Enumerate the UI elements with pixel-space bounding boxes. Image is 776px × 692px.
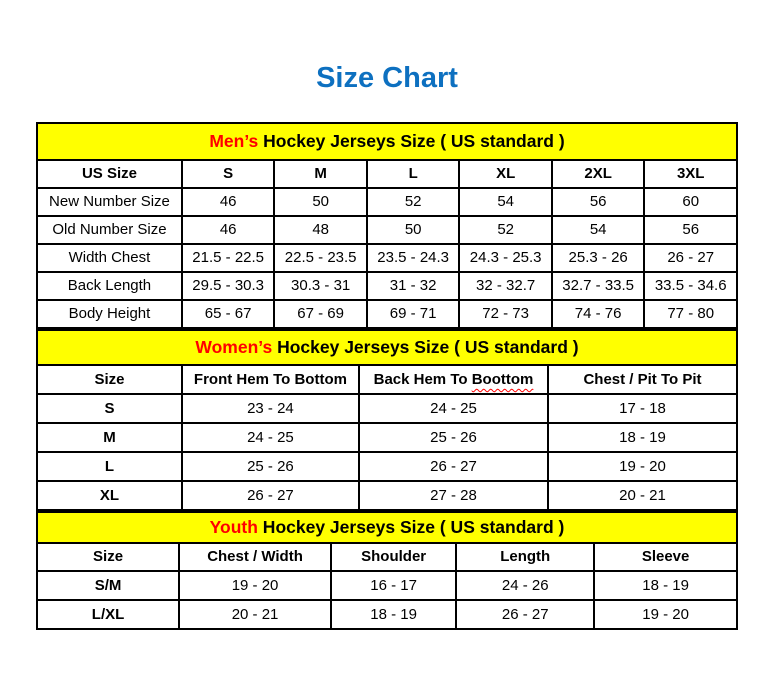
mens-value-cell: 56: [644, 216, 737, 244]
mens-value-cell: 33.5 - 34.6: [644, 272, 737, 300]
mens-column-header: M: [274, 160, 367, 188]
mens-value-cell: 67 - 69: [274, 300, 367, 328]
mens-value-cell: 65 - 67: [182, 300, 275, 328]
mens-data-row: [37, 300, 737, 328]
youth-header-row: [37, 543, 737, 571]
mens-column-header: XL: [459, 160, 552, 188]
mens-value-cell: 31 - 32: [367, 272, 460, 300]
womens-row-label: S: [37, 394, 182, 423]
womens-value-cell: 20 - 21: [548, 481, 737, 510]
mens-data-row: [37, 244, 737, 272]
womens-band-highlight: Women’s: [195, 337, 273, 358]
mens-value-cell: 24.3 - 25.3: [459, 244, 552, 272]
womens-value-cell: 24 - 25: [359, 394, 548, 423]
youth-value-cell: 19 - 20: [179, 571, 331, 600]
youth-value-cell: 20 - 21: [179, 600, 331, 629]
mens-value-cell: 48: [274, 216, 367, 244]
mens-value-cell: 50: [367, 216, 460, 244]
mens-column-header: US Size: [37, 160, 182, 188]
mens-table-head: [37, 123, 737, 188]
mens-value-cell: 22.5 - 23.5: [274, 244, 367, 272]
womens-data-row: [37, 423, 737, 452]
youth-value-cell: 18 - 19: [594, 571, 737, 600]
mens-data-row: [37, 272, 737, 300]
womens-header-row: [37, 365, 737, 394]
womens-value-cell: 18 - 19: [548, 423, 737, 452]
mens-section-title: Men’s Hockey Jerseys Size ( US standard ): [37, 123, 737, 160]
mens-value-cell: 74 - 76: [552, 300, 645, 328]
mens-value-cell: 30.3 - 31: [274, 272, 367, 300]
youth-value-cell: 16 - 17: [331, 571, 456, 600]
mens-value-cell: 69 - 71: [367, 300, 460, 328]
youth-table-head: [37, 512, 737, 571]
youth-row-label: L/XL: [37, 600, 179, 629]
mens-header-row: [37, 160, 737, 188]
mens-data-row: [37, 188, 737, 216]
mens-data-row: [37, 216, 737, 244]
womens-row-label: M: [37, 423, 182, 452]
youth-column-header: Sleeve: [594, 543, 737, 571]
womens-size-table: [36, 329, 738, 511]
womens-value-cell: 26 - 27: [182, 481, 359, 510]
mens-row-label: Width Chest: [37, 244, 182, 272]
youth-column-header: Chest / Width: [179, 543, 331, 571]
mens-value-cell: 46: [182, 188, 275, 216]
page-title: Size Chart: [316, 62, 458, 94]
womens-column-header: Size: [37, 365, 182, 394]
mens-value-cell: 32 - 32.7: [459, 272, 552, 300]
mens-value-cell: 60: [644, 188, 737, 216]
womens-section-title: Women’s Hockey Jerseys Size ( US standard ): [37, 330, 737, 365]
youth-column-header: Length: [456, 543, 594, 571]
womens-row-label: L: [37, 452, 182, 481]
youth-table-body: [37, 571, 737, 629]
youth-column-header: Size: [37, 543, 179, 571]
mens-value-cell: 46: [182, 216, 275, 244]
womens-value-cell: 26 - 27: [359, 452, 548, 481]
mens-value-cell: 52: [367, 188, 460, 216]
womens-data-row: [37, 394, 737, 423]
mens-row-label: Body Height: [37, 300, 182, 328]
mens-value-cell: 54: [459, 188, 552, 216]
youth-band-row: [37, 512, 737, 543]
youth-band-highlight: Youth: [209, 517, 258, 538]
youth-value-cell: 19 - 20: [594, 600, 737, 629]
mens-value-cell: 23.5 - 24.3: [367, 244, 460, 272]
womens-value-cell: 17 - 18: [548, 394, 737, 423]
mens-column-header: 3XL: [644, 160, 737, 188]
womens-column-header: Chest / Pit To Pit: [548, 365, 737, 394]
womens-value-cell: 25 - 26: [359, 423, 548, 452]
womens-data-row: [37, 452, 737, 481]
womens-row-label: XL: [37, 481, 182, 510]
mens-column-header: 2XL: [552, 160, 645, 188]
mens-row-label: New Number Size: [37, 188, 182, 216]
mens-value-cell: 54: [552, 216, 645, 244]
womens-value-cell: 23 - 24: [182, 394, 359, 423]
youth-value-cell: 24 - 26: [456, 571, 594, 600]
womens-value-cell: 25 - 26: [182, 452, 359, 481]
mens-band-highlight: Men’s: [209, 131, 259, 152]
mens-value-cell: 56: [552, 188, 645, 216]
mens-value-cell: 52: [459, 216, 552, 244]
youth-column-header: Shoulder: [331, 543, 456, 571]
mens-value-cell: 72 - 73: [459, 300, 552, 328]
misspelled-word: Boottom: [471, 370, 534, 388]
youth-section-title: Youth Hockey Jerseys Size ( US standard ): [37, 512, 737, 543]
mens-value-cell: 77 - 80: [644, 300, 737, 328]
mens-table-body: [37, 188, 737, 328]
youth-data-row: [37, 571, 737, 600]
mens-size-table: [36, 122, 738, 329]
youth-value-cell: 26 - 27: [456, 600, 594, 629]
womens-band-row: [37, 330, 737, 365]
size-tables-container: [36, 122, 738, 630]
mens-row-label: Back Length: [37, 272, 182, 300]
womens-value-cell: 27 - 28: [359, 481, 548, 510]
youth-data-row: [37, 600, 737, 629]
mens-row-label: Old Number Size: [37, 216, 182, 244]
mens-value-cell: 25.3 - 26: [552, 244, 645, 272]
womens-table-body: [37, 394, 737, 510]
youth-row-label: S/M: [37, 571, 179, 600]
mens-column-header: L: [367, 160, 460, 188]
womens-value-cell: 19 - 20: [548, 452, 737, 481]
mens-value-cell: 29.5 - 30.3: [182, 272, 275, 300]
mens-value-cell: 21.5 - 22.5: [182, 244, 275, 272]
youth-value-cell: 18 - 19: [331, 600, 456, 629]
mens-value-cell: 50: [274, 188, 367, 216]
womens-table-head: [37, 330, 737, 394]
womens-data-row: [37, 481, 737, 510]
mens-value-cell: 32.7 - 33.5: [552, 272, 645, 300]
womens-column-header: Front Hem To Bottom: [182, 365, 359, 394]
youth-size-table: [36, 511, 738, 630]
womens-value-cell: 24 - 25: [182, 423, 359, 452]
mens-band-row: [37, 123, 737, 160]
mens-value-cell: 26 - 27: [644, 244, 737, 272]
mens-column-header: S: [182, 160, 275, 188]
womens-column-header: Back Hem To Boottom: [359, 365, 548, 394]
